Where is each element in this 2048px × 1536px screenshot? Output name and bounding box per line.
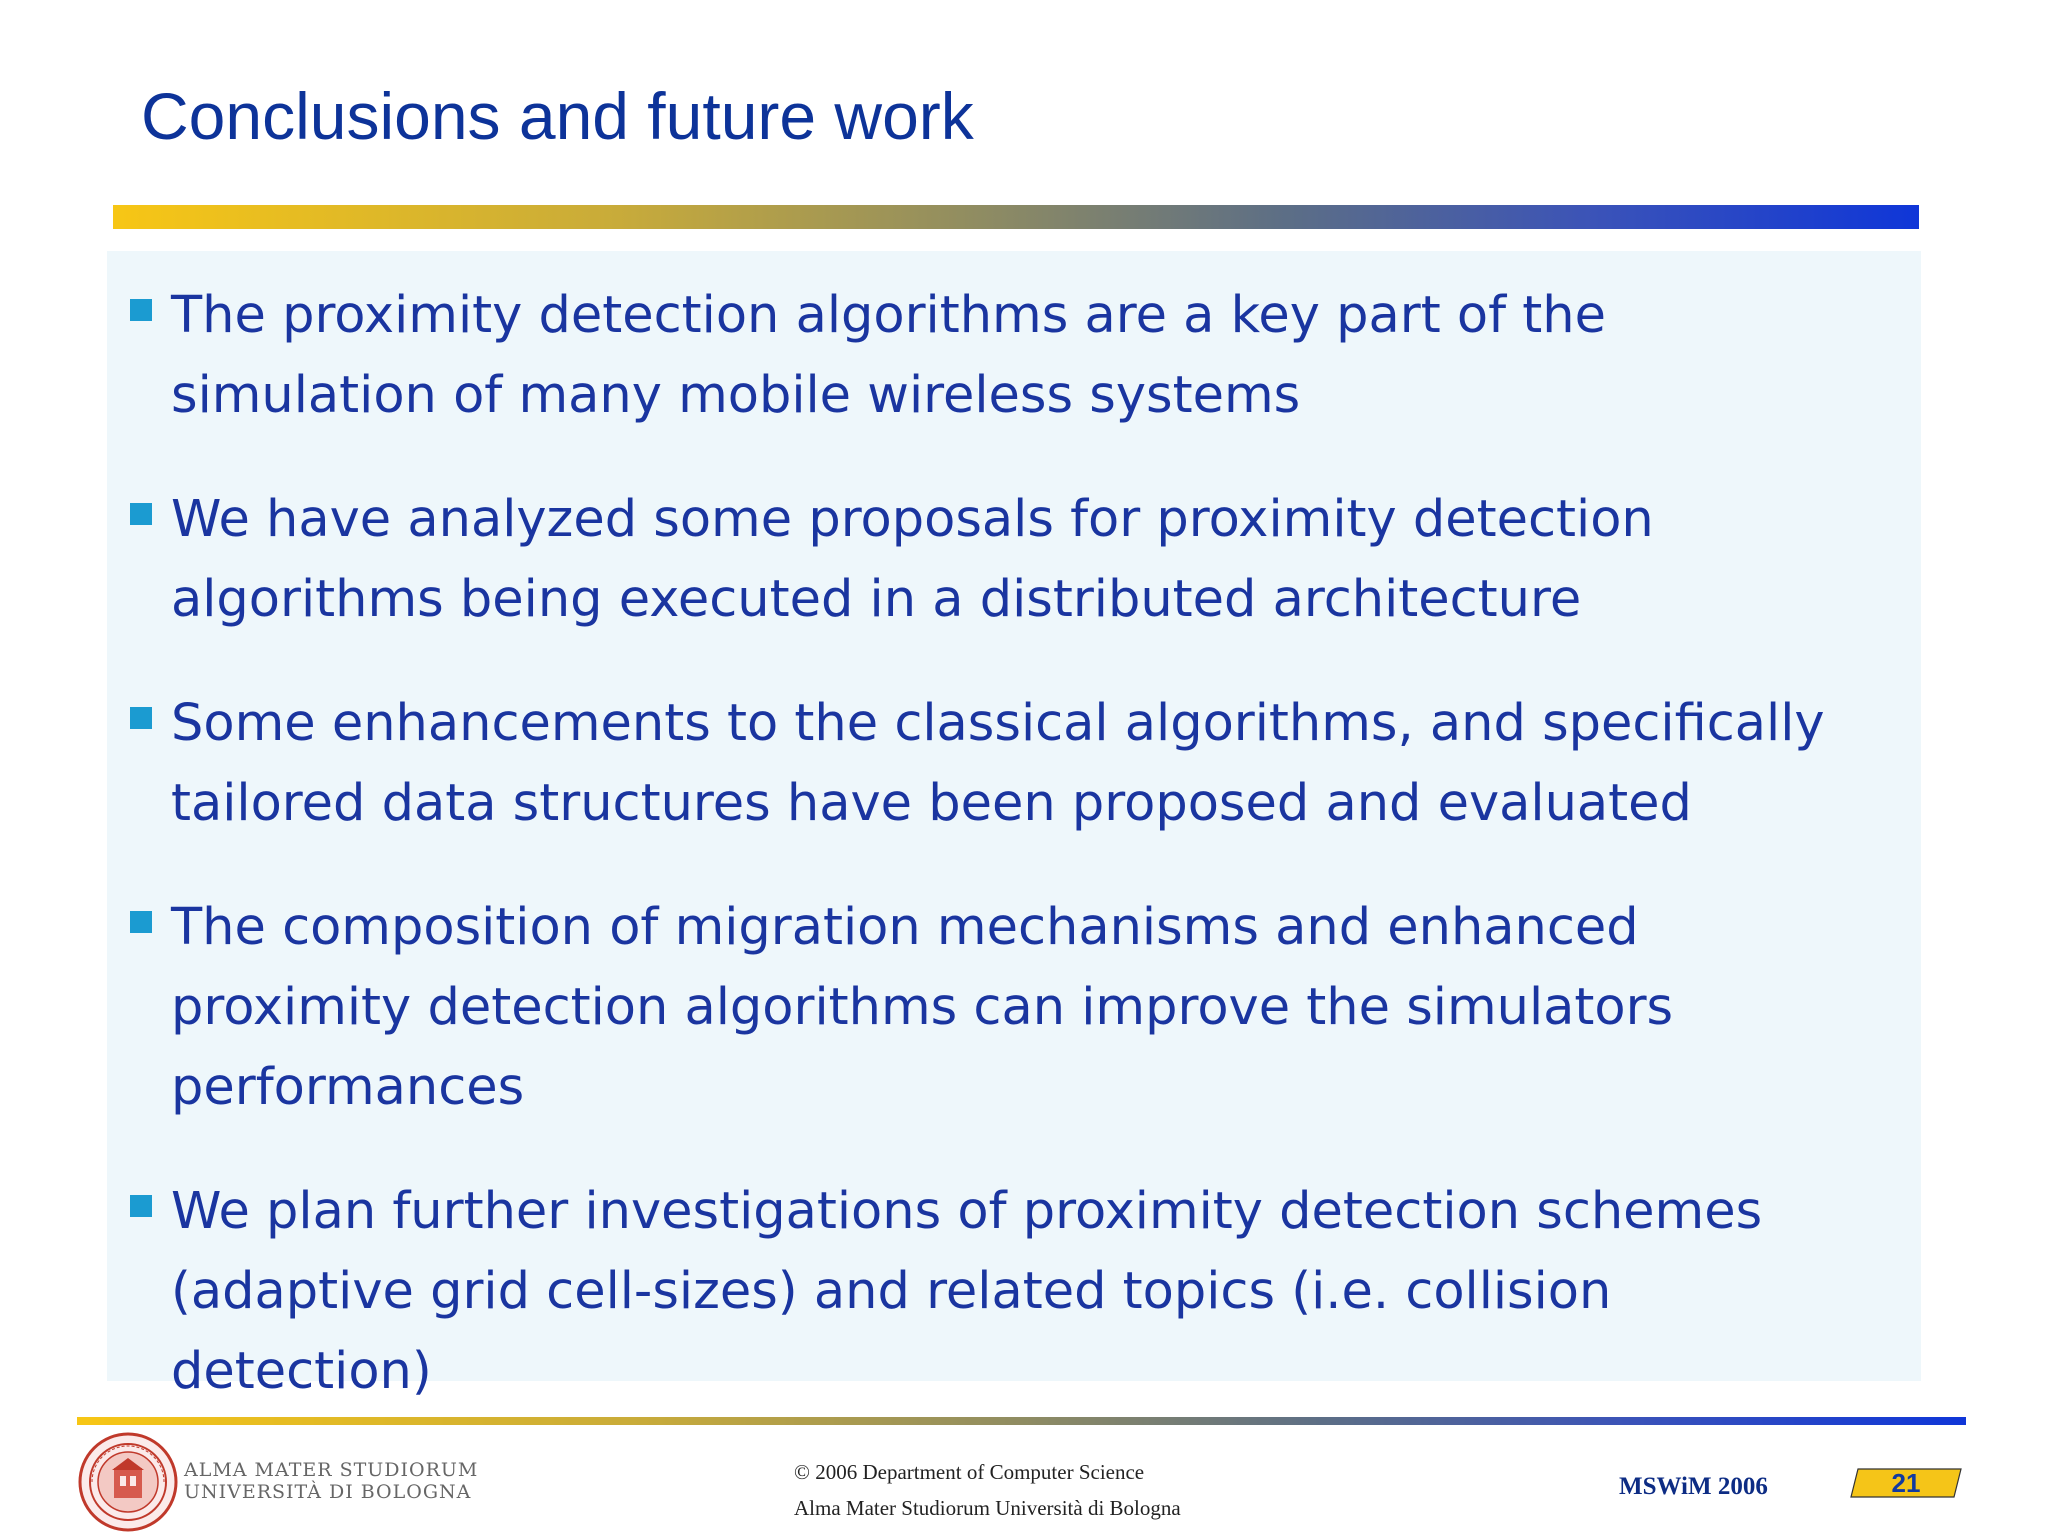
bullet-item — [130, 888, 1910, 1128]
copyright-line2: Alma Mater Studiorum Università di Bologna — [794, 1496, 1181, 1520]
university-seal-icon — [78, 1432, 178, 1532]
bullet-line: detection) — [171, 1342, 432, 1401]
square-bullet-icon — [130, 1195, 152, 1217]
bullet-line: We have analyzed some proposals for proximity detection — [171, 490, 1654, 549]
bullet-line: algorithms being executed in a distributed architecture — [171, 570, 1582, 629]
bullet-line: Some enhancements to the classical algorithms, and specifically — [171, 694, 1825, 753]
bullet-item — [130, 1172, 1910, 1412]
bullet-line: proximity detection algorithms can improve the simulators — [171, 978, 1674, 1037]
bullet-line: We plan further investigations of proximity detection schemes — [171, 1182, 1763, 1241]
copyright — [794, 1454, 1181, 1526]
slide-title: Conclusions and future work — [141, 79, 974, 153]
bullet-line: (adaptive grid cell-sizes) and related topics (i.e. collision — [171, 1262, 1612, 1321]
title-gradient-rule — [113, 205, 1919, 229]
square-bullet-icon — [130, 299, 152, 321]
bullet-line: The proximity detection algorithms are a key part of the — [171, 286, 1606, 345]
square-bullet-icon — [130, 707, 152, 729]
bullet-line: The composition of migration mechanisms and enhanced — [171, 898, 1639, 957]
footer-gradient-rule — [77, 1417, 1966, 1425]
bullet-item — [130, 276, 1910, 436]
bullet-item — [130, 684, 1910, 844]
page-number: 21 — [1891, 1468, 1921, 1498]
conference-name: MSWiM 2006 — [1619, 1473, 1768, 1500]
copyright-line1: © 2006 Department of Computer Science — [794, 1460, 1145, 1484]
university-name-line1: ALMA MATER STUDIORUM — [184, 1459, 479, 1481]
university-name-line2: UNIVERSITÀ DI BOLOGNA — [184, 1481, 472, 1503]
university-name — [184, 1459, 478, 1503]
bullet-item — [130, 480, 1910, 640]
bullet-line: performances — [171, 1058, 525, 1117]
bullet-list — [130, 276, 1910, 1456]
square-bullet-icon — [130, 911, 152, 933]
square-bullet-icon — [130, 503, 152, 525]
bullet-line: simulation of many mobile wireless systems — [171, 366, 1301, 425]
bullet-line: tailored data structures have been proposed and evaluated — [171, 774, 1692, 833]
